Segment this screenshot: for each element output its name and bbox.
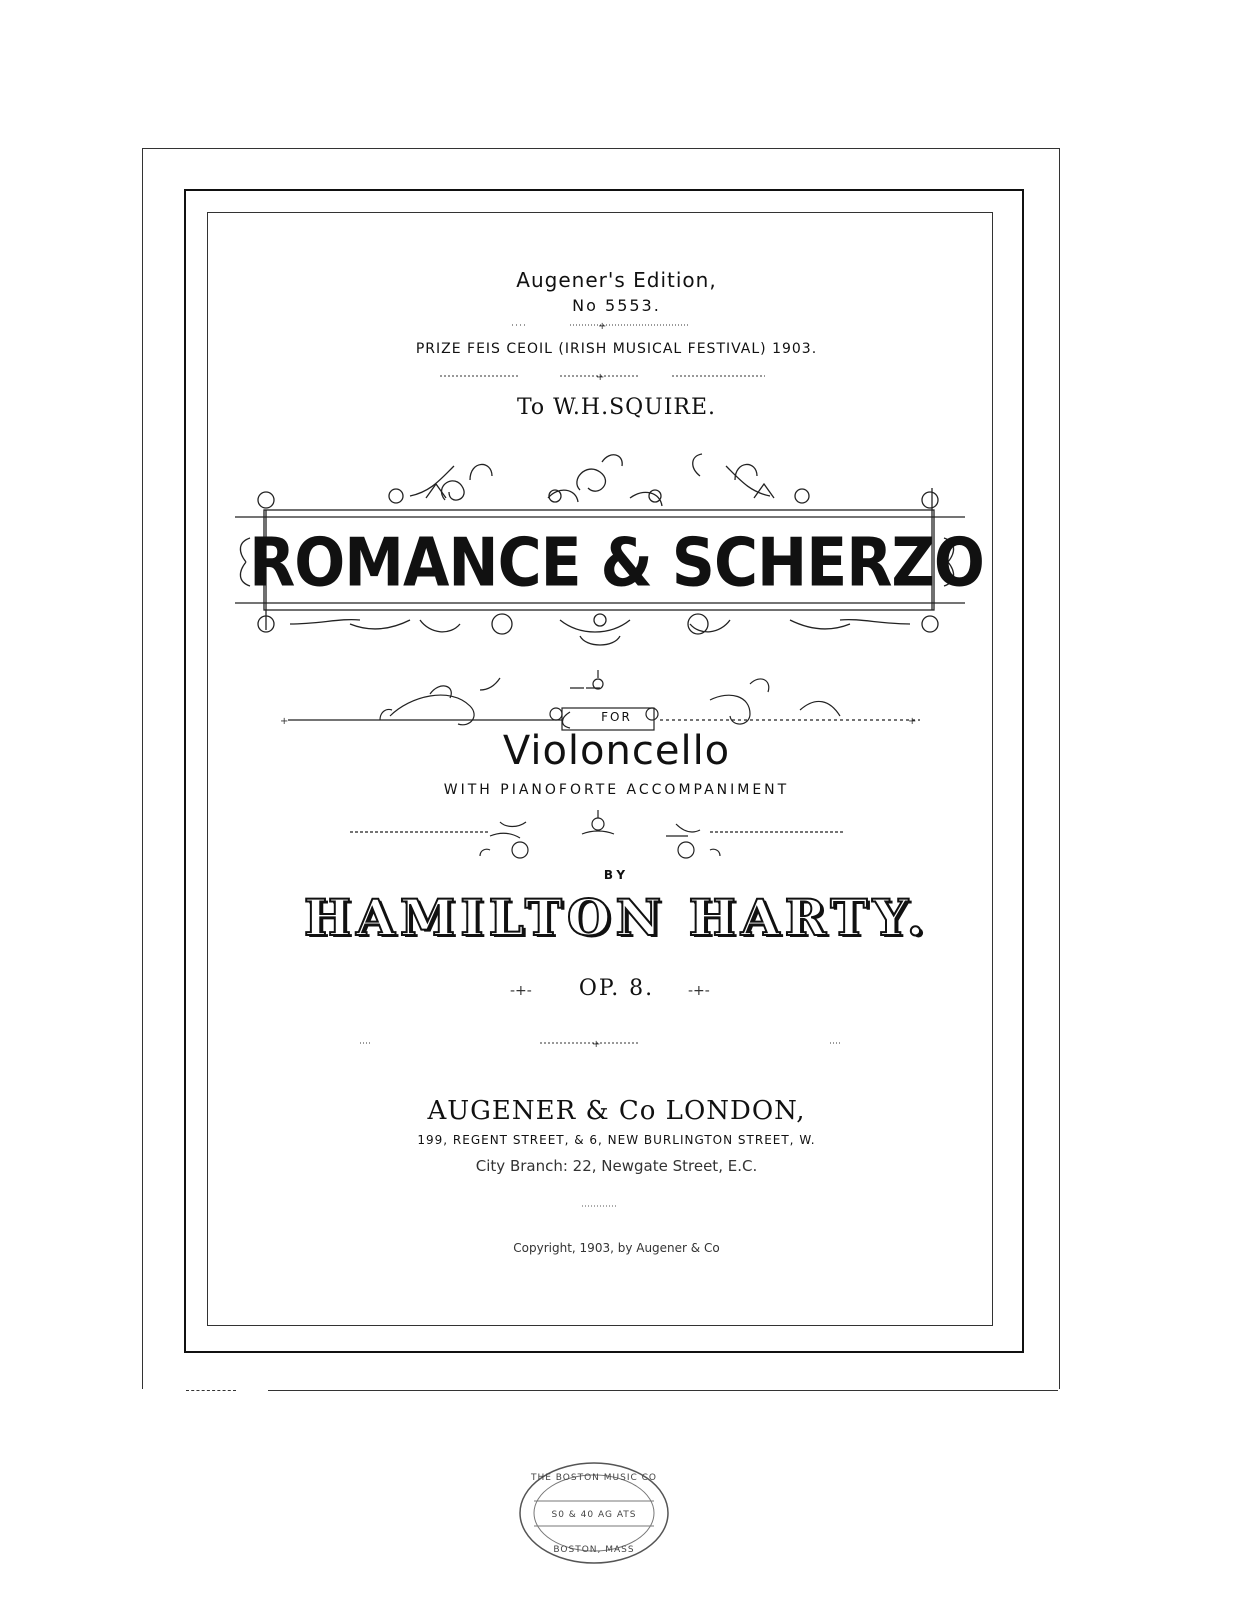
svg-text:-+-: -+- — [688, 983, 710, 999]
bottom-rule-left — [186, 1390, 236, 1391]
composer: HAMILTON HARTY. — [303, 888, 930, 947]
copyright: Copyright, 1903, by Augener & Co — [513, 1241, 720, 1255]
prize-line: PRIZE FEIS CEOIL (IRISH MUSICAL FESTIVAL) 1903. — [415, 341, 818, 357]
work-title: ROMANCE & SCHERZO — [249, 523, 984, 603]
for-label: FOR — [601, 710, 632, 724]
dotted-rule-4 — [580, 1200, 620, 1212]
by-ornament — [350, 810, 850, 870]
svg-text:+: + — [908, 716, 917, 727]
opus-number: OP. 8. — [578, 976, 655, 1001]
publisher-branch: City Branch: 22, Newgate Street, E.C. — [475, 1157, 758, 1175]
bottom-rule — [268, 1390, 1058, 1391]
edition-name: Augener's Edition, — [516, 268, 717, 292]
accompaniment: WITH PIANOFORTE ACCOMPANIMENT — [443, 782, 790, 798]
svg-text:+: + — [280, 716, 289, 727]
stamp-middle-text: S0 & 40 AG ATS — [551, 1510, 637, 1520]
dotted-rule-3 — [350, 1036, 850, 1050]
dedication: To W.H.SQUIRE. — [516, 395, 717, 420]
library-stamp — [516, 1458, 672, 1568]
instrument: Violoncello — [502, 728, 731, 774]
svg-text:-+-: -+- — [510, 983, 532, 999]
svg-text:+: + — [598, 321, 607, 332]
svg-text:+: + — [592, 1039, 601, 1050]
dotted-rule-1 — [0, 318, 1233, 332]
dotted-rule-2 — [0, 369, 1233, 383]
svg-text:+: + — [596, 372, 605, 383]
edition-number: No 5553. — [572, 296, 661, 315]
stamp-bottom-text: BOSTON, MASS — [553, 1545, 635, 1555]
by-label: BY — [603, 868, 630, 882]
publisher-name: AUGENER & Co LONDON, — [427, 1096, 806, 1126]
stamp-top-text: THE BOSTON MUSIC CO — [530, 1473, 658, 1483]
publisher-address: 199, REGENT STREET, & 6, NEW BURLINGTON STREET, W. — [417, 1133, 816, 1147]
